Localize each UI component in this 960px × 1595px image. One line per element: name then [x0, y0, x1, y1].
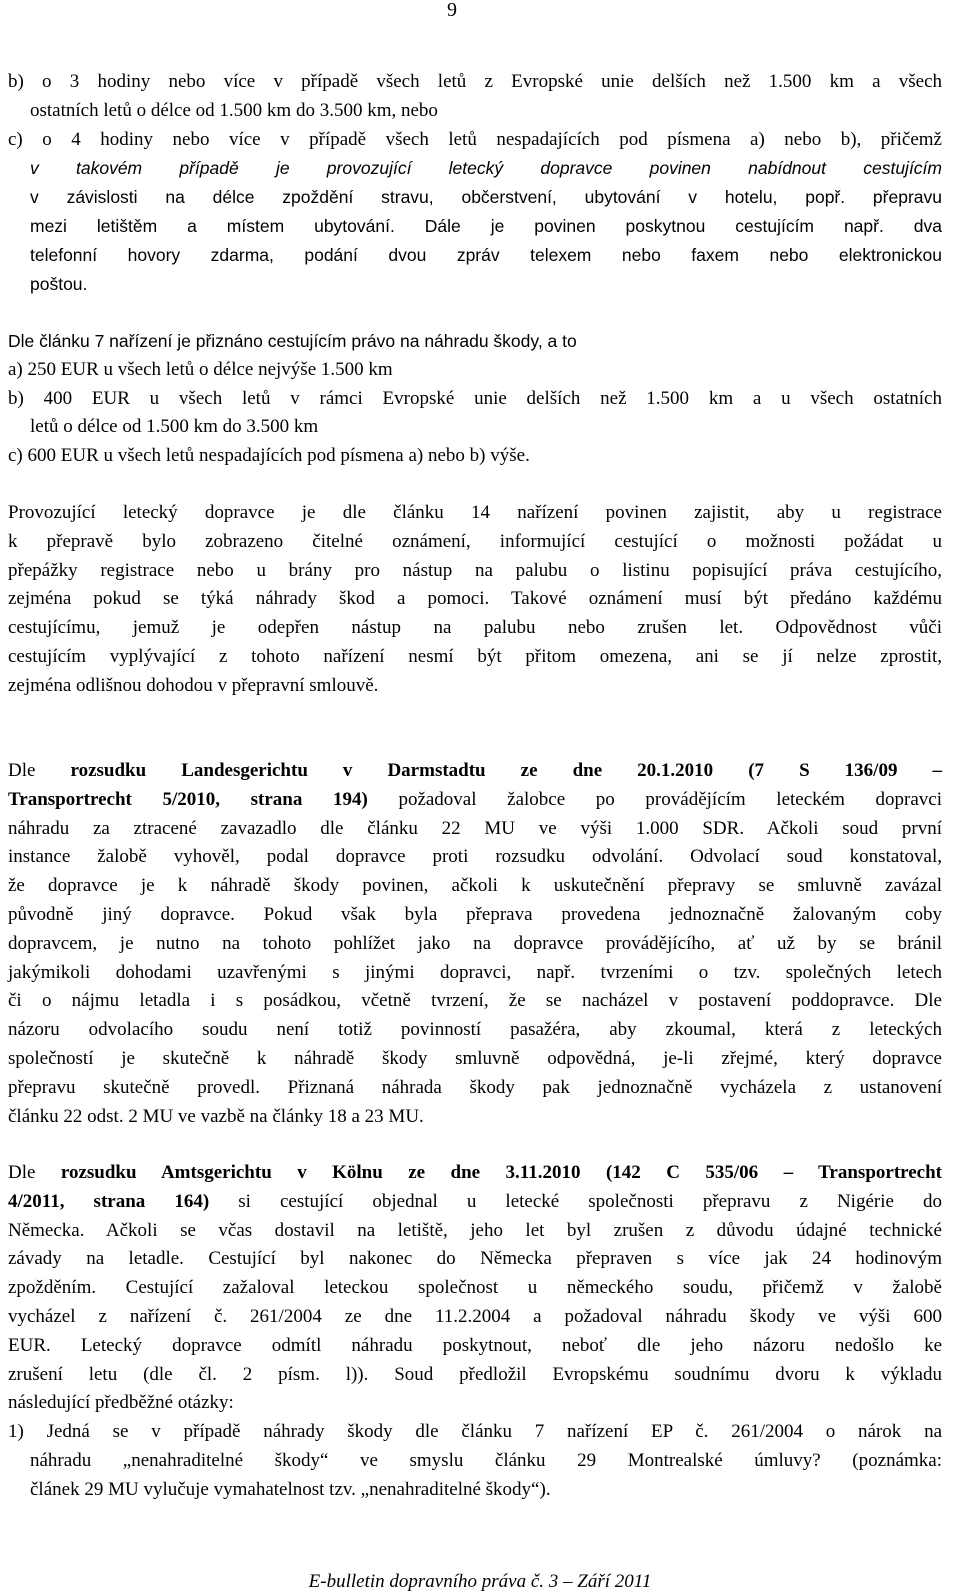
paragraph-line: že dopravce je k náhradě škody povinen, ačkoli k uskutečnění přepravy se smluvně zavázal — [8, 875, 942, 897]
paragraph-line: k přepravě bylo zobrazeno čitelné oznámení, informující cestující o možnosti požádat u — [8, 530, 942, 552]
section-koln-ruling — [8, 1159, 942, 1505]
paragraph-line: názoru odvolacího soudu není totiž povinností pasažéra, aby zkoumal, která z leteckých — [8, 1019, 942, 1041]
paragraph-line: jakýmikoli dohodami uzavřenými s jinými dopravci, např. tvrzeními o tzv. společných letech — [8, 961, 942, 983]
ruling-citation: Transportrecht 5/2010, strana 194) — [8, 788, 368, 810]
paragraph-line: 4/2011, strana 164) si cestující objednal u letecké společnosti přepravu z Nigérie do — [8, 1190, 942, 1212]
paragraph-line: c) o 4 hodiny nebo více v případě všech letů nespadajících pod písmena a) nebo b), přičemž — [8, 128, 942, 150]
ruling-citation: 4/2011, strana 164) — [8, 1190, 210, 1212]
paragraph-line: zpožděním. Cestující zažaloval leteckou společnost u německého soudu, přičemž v žalobě — [8, 1277, 942, 1299]
paragraph-line: článku 22 odst. 2 MU ve vazbě na články 18 a 23 MU. — [8, 1105, 424, 1127]
paragraph-line: 1) Jedná se v případě náhrady škody dle článku 7 nařízení EP č. 261/2004 o nárok na — [8, 1421, 942, 1443]
paragraph-line: Transportrecht 5/2010, strana 194) požadoval žalobce po provádějícím leteckém dopravci — [8, 788, 942, 810]
paragraph-line: a) 250 EUR u všech letů o délce nejvýše 1.500 km — [8, 358, 393, 380]
paragraph-line: společností je skutečně k náhradě škody smluvně odpovědná, je-li zřejmé, který dopravce — [8, 1047, 942, 1069]
paragraph-line: c) 600 EUR u všech letů nespadajících pod písmena a) nebo b) výše. — [8, 445, 530, 467]
paragraph-line: Německa. Ačkoli se včas dostavil na letiště, jeho let byl zrušen z důvodu údajné technické — [8, 1219, 942, 1241]
paragraph-line: Dle článku 7 nařízení je přiznáno cestujícím právo na náhradu škody, a to — [8, 331, 577, 351]
paragraph-line: Dle rozsudku Amtsgerichtu v Kölnu ze dne 3.11.2010 (142 C 535/06 – Transportrecht — [8, 1162, 942, 1183]
page-number: 9 — [447, 0, 457, 21]
section-delay-hours — [8, 68, 942, 298]
paragraph-line: poštou. — [30, 273, 88, 294]
paragraph-line: následující předběžné otázky: — [8, 1392, 234, 1414]
paragraph-line: zrušení letu (dle čl. 2 písm. l)). Soud předložil Evropskému soudnímu dvoru k výkladu — [8, 1363, 942, 1385]
paragraph-line: v závislosti na délce zpoždění stravu, občerstvení, ubytování v hotelu, popř. přepravu — [30, 187, 942, 208]
paragraph-line: přepravu skutečně provedl. Přiznaná náhrada škody pak jednoznačně vycházela z ustanovení — [8, 1076, 942, 1098]
paragraph-line: v takovém případě je provozující letecký dopravce povinen nabídnout cestujícím — [30, 158, 942, 179]
paragraph-line: zejména pokud se týká náhrady škod a pomoci. Takové oznámení musí být předáno každému — [8, 588, 942, 610]
paragraph-line: dopravcem, je nutno na tohoto pohlížet jako na dopravce provádějícího, ať už by se bránil — [8, 932, 942, 954]
paragraph-line: závady na letadle. Cestující byl nakonec do Německa přepraven s více jak 24 hodinovým — [8, 1248, 942, 1270]
page-footer: E-bulletin dopravního práva č. 3 – Září 2011 — [308, 1571, 652, 1592]
paragraph-line: cestujícím vyplývající z tohoto nařízení nesmí být přitom omezena, ani se jí nelze zprostit, — [8, 645, 942, 667]
paragraph-line: vycházel z nařízení č. 261/2004 ze dne 11.2.2004 a požadoval náhradu škody ve výši 600 — [8, 1305, 942, 1327]
paragraph-line: letů o délce od 1.500 km do 3.500 km — [30, 416, 319, 438]
paragraph-line: mezi letištěm a místem ubytování. Dále je povinen poskytnou cestujícím např. dva — [30, 215, 942, 236]
paragraph-line: náhradu za ztracené zavazadlo dle článku 22 MU ve výši 1.000 SDR. Ačkoli soud první — [8, 817, 942, 839]
paragraph-line: cestujícímu, jemuž je odepřen nástup na palubu nebo zrušen let. Odpovědnost vůči — [8, 617, 942, 639]
paragraph-line: článek 29 MU vylučuje vymahatelnost tzv. „nenahraditelné škody“). — [30, 1478, 551, 1500]
paragraph-line: Dle rozsudku Landesgerichtu v Darmstadtu ze dne 20.1.2010 (7 S 136/09 – — [8, 760, 942, 781]
ruling-citation: rozsudku Landesgerichtu v Darmstadtu ze dne 20.1.2010 (7 S 136/09 – — [70, 760, 942, 781]
paragraph-line: instance žalobě vyhověl, podal dopravce proti rozsudku odvolání. Odvolací soud konstatoval, — [8, 846, 942, 868]
paragraph-line: Provozující letecký dopravce je dle článku 14 nařízení povinen zajistit, aby u registrace — [8, 502, 942, 523]
section-carrier-obligations — [8, 499, 942, 701]
paragraph-line: či o nájmu letadla i s posádkou, včetně tvrzení, že se nacházel v postavení poddopravce. Dle — [8, 990, 942, 1012]
paragraph-line: ostatních letů o délce od 1.500 km do 3.500 km, nebo — [30, 99, 438, 121]
paragraph-line: zejména odlišnou dohodou v přepravní smlouvě. — [8, 674, 379, 696]
paragraph-line: b) 400 EUR u všech letů v rámci Evropské unie delších než 1.500 km a u všech ostatních — [8, 387, 942, 409]
paragraph-line: telefonní hovory zdarma, podání dvou zpráv telexem nebo faxem nebo elektronickou — [30, 244, 942, 265]
ruling-citation: rozsudku Amtsgerichtu v Kölnu ze dne 3.11.2010 (142 C 535/06 – Transportrecht — [60, 1162, 942, 1183]
paragraph-line: b) o 3 hodiny nebo více v případě všech letů z Evropské unie delších než 1.500 km a všech — [8, 71, 942, 92]
paragraph-line: původně jiný dopravce. Pokud však byla přeprava provedena jednoznačně žalovaným coby — [8, 903, 942, 925]
paragraph-line: přepážky registrace nebo u brány pro nástup na palubu o listinu popisující práva cestujícího, — [8, 559, 942, 581]
paragraph-line: EUR. Letecký dopravce odmítl náhradu poskytnout, neboť dle jeho názoru nedošlo ke — [8, 1334, 942, 1356]
paragraph-line: náhradu „nenahraditelné škody“ ve smyslu článku 29 Montrealské úmluvy? (poznámka: — [30, 1449, 942, 1471]
section-compensation-amounts — [8, 327, 942, 471]
section-darmstadt-ruling — [8, 757, 942, 1131]
